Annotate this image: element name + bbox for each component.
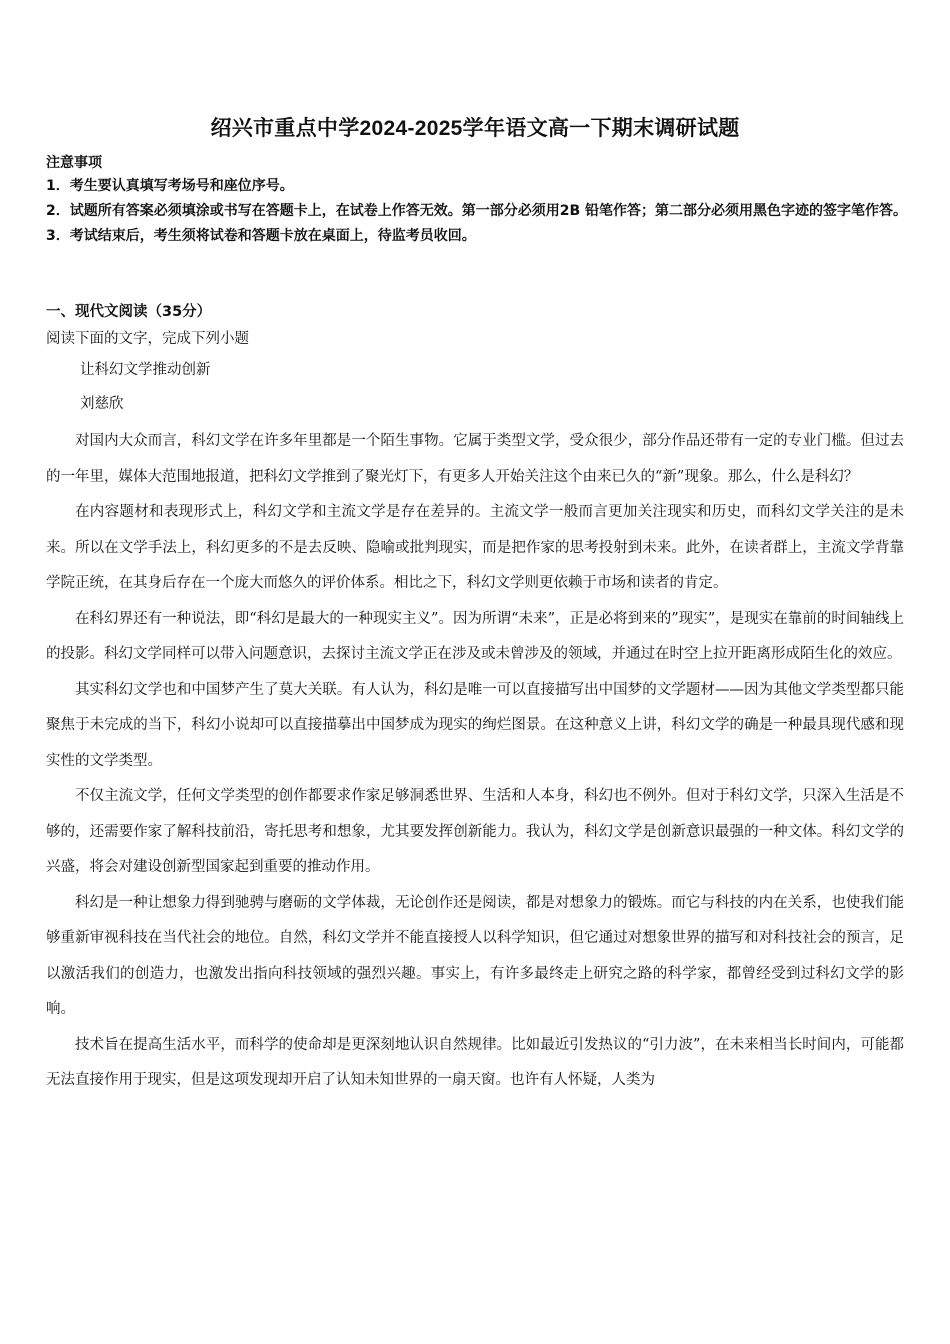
notice-item: 1．考生要认真填写考场号和座位序号。 — [46, 178, 294, 194]
article-paragraph: 不仅主流文学，任何文学类型的创作都要求作家足够洞悉世界、生活和人本身，科幻也不例外。但对于科幻文学，只深入生活是不够的，还需要作家了解科技前沿，寄托思考和想象，尤其要发挥创新能力。我认为，科幻文学是创新意识最强的一种文体。科幻文学的兴盛，将会对建设创新型国家起到重要的推动作用。 — [46, 788, 904, 875]
article-title: 让科幻文学推动创新 — [80, 362, 211, 378]
notice-heading: 注意事项 — [46, 155, 102, 171]
reading-instruction: 阅读下面的文字，完成下列小题 — [46, 331, 249, 347]
article-paragraph: 其实科幻文学也和中国梦产生了莫大关联。有人认为，科幻是唯一可以直接描写出中国梦的文学题材——因为其他文学类型都只能聚焦于未完成的当下，科幻小说却可以直接描摹出中国梦成为现实的绚烂图景。在这种意义上讲，科幻文学的确是一种最具现代感和现实性的文学类型。 — [46, 681, 904, 769]
article-paragraph: 对国内大众而言，科幻文学在许多年里都是一个陌生事物。它属于类型文学，受众很少，部分作品还带有一定的专业门槛。但过去的一年里，媒体大范围地报道，把科幻文学推到了聚光灯下，有更多人开始关注这个由来已久的“新”现象。那么，什么是科幻？ — [46, 433, 904, 485]
article-author: 刘慈欣 — [80, 396, 124, 412]
section-heading: 一、现代文阅读（35分） — [46, 304, 212, 320]
notice-item: 2．试题所有答案必须填涂或书写在答题卡上，在试卷上作答无效。第一部分必须用2B 铅笔作答；第二部分必须用黑色字迹的签字笔作答。 — [46, 203, 908, 219]
article-paragraph: 科幻是一种让想象力得到驰骋与磨砺的文学体裁，无论创作还是阅读，都是对想象力的锻炼。而它与科技的内在关系，也使我们能够重新审视科技在当代社会的地位。自然，科幻文学并不能直接授人以科学知识，但它通过对想象世界的描写和对科技社会的预言，足以激活我们的创造力，也激发出指向科技领域的强烈兴趣。事实上，有许多最终走上研究之路的科学家，都曾经受到过科幻文学的影响。 — [46, 894, 904, 1017]
exam-title: 绍兴市重点中学2024-2025学年语文高一下期末调研试题 — [210, 117, 740, 140]
article-paragraph: 在科幻界还有一种说法，即“科幻是最大的一种现实主义”。因为所谓“未来”，正是必将到来的”现实”，是现实在靠前的时间轴线上的投影。科幻文学同样可以带入问题意识，去探讨主流文学正在涉及或未曾涉及的领域，并通过在时空上拉开距离形成陌生化的效应。 — [46, 610, 904, 662]
notice-item: 3．考试结束后，考生须将试卷和答题卡放在桌面上，待监考员收回。 — [46, 228, 476, 244]
notice-block — [46, 152, 908, 249]
article-paragraph: 技术旨在提高生活水平，而科学的使命却是更深刻地认识自然规律。比如最近引发热议的“引力波”，在未来相当长时间内，可能都无法直接作用于现实，但是这项发现却开启了认知未知世界的一扇天窗。也许有人怀疑，人类为 — [46, 1036, 904, 1088]
article-paragraph: 在内容题材和表现形式上，科幻文学和主流文学是存在差异的。主流文学一般而言更加关注现实和历史，而科幻文学关注的是未来。所以在文学手法上，科幻更多的不是去反映、隐喻或批判现实，而是把作家的思考投射到未来。此外，在读者群上，主流文学背靠学院正统，在其身后存在一个庞大而悠久的评价体系。相比之下，科幻文学则更依赖于市场和读者的肯定。 — [46, 504, 904, 591]
article-body — [46, 424, 904, 1099]
